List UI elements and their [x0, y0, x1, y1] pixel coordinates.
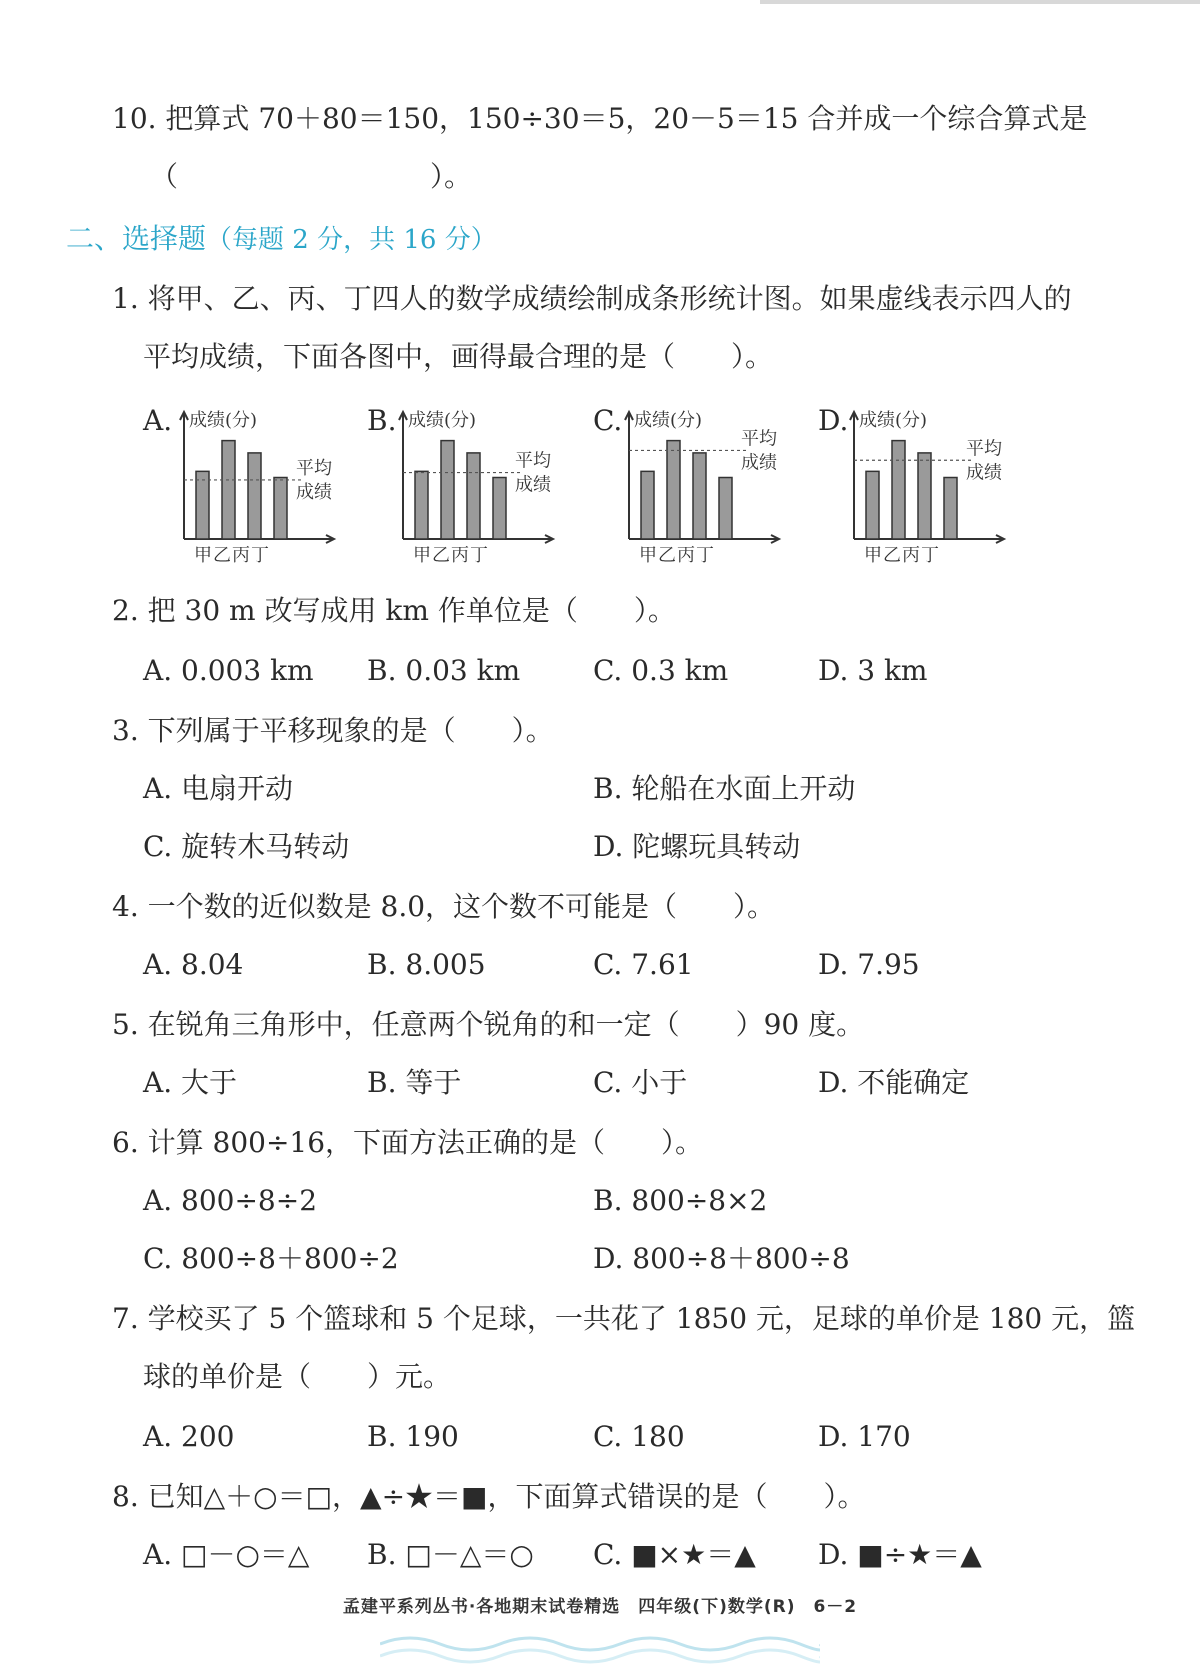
- bar-chart-c: [625, 404, 825, 564]
- average-label-line1: 平均: [296, 457, 332, 479]
- bar-chart-a: [180, 404, 380, 564]
- q2-option-b[interactable]: B. 0.03 km: [367, 654, 521, 687]
- q5-stem: 5. 在锐角三角形中，任意两个锐角的和一定（ ）90 度。: [112, 1008, 865, 1041]
- bar-chart-b: [399, 404, 599, 564]
- q7-option-c[interactable]: C. 180: [593, 1420, 685, 1453]
- page-edge: [760, 0, 1200, 4]
- q7-line2: 球的单价是（ ）元。: [143, 1360, 452, 1393]
- bar-乙: [892, 441, 905, 539]
- q5-option-d[interactable]: D. 不能确定: [818, 1066, 970, 1099]
- bar-丙: [248, 453, 261, 539]
- q8-option-c[interactable]: C. ■×★＝▲: [593, 1538, 756, 1571]
- q2-option-d[interactable]: D. 3 km: [818, 654, 928, 687]
- bar-丁: [493, 478, 506, 540]
- section-note: （每题 2 分，共 16 分）: [206, 225, 497, 255]
- q2-option-a[interactable]: A. 0.003 km: [143, 654, 314, 687]
- average-label-line2: 成绩: [296, 481, 332, 503]
- q7-line1: 7. 学校买了 5 个篮球和 5 个足球，一共花了 1850 元，足球的单价是 180 元，篮: [112, 1302, 1136, 1335]
- x-category-labels: 甲乙丙丁: [413, 545, 489, 566]
- q1-line1: 1. 将甲、乙、丙、丁四人的数学成绩绘制成条形统计图。如果虚线表示四人的: [112, 282, 1072, 315]
- q5-option-b[interactable]: B. 等于: [367, 1066, 462, 1099]
- section-title-text: 二、选择题: [66, 222, 207, 255]
- q3-option-d[interactable]: D. 陀螺玩具转动: [593, 830, 801, 863]
- bar-甲: [866, 471, 879, 539]
- q6-option-b[interactable]: B. 800÷8×2: [593, 1184, 768, 1217]
- bar-丁: [274, 478, 287, 540]
- bar-乙: [222, 441, 235, 539]
- x-category-labels: 甲乙丙丁: [194, 545, 270, 566]
- q4-option-c[interactable]: C. 7.61: [593, 948, 694, 981]
- q3-option-c[interactable]: C. 旋转木马转动: [143, 830, 350, 863]
- q4-option-a[interactable]: A. 8.04: [143, 948, 244, 981]
- footer-wave-decoration: [380, 1624, 820, 1666]
- q3-option-a[interactable]: A. 电扇开动: [143, 772, 294, 805]
- q4-option-d[interactable]: D. 7.95: [818, 948, 920, 981]
- chart-d-letter: D.: [818, 404, 849, 437]
- section-title: [66, 222, 497, 257]
- q6-stem: 6. 计算 800÷16，下面方法正确的是（ ）。: [112, 1126, 704, 1159]
- q3-stem: 3. 下列属于平移现象的是（ ）。: [112, 714, 554, 747]
- bar-丙: [918, 453, 931, 539]
- q8-option-b[interactable]: B. □－△＝○: [367, 1538, 534, 1571]
- q3-option-b[interactable]: B. 轮船在水面上开动: [593, 772, 856, 805]
- q8-option-a[interactable]: A. □－○＝△: [143, 1538, 310, 1571]
- q2-stem: 2. 把 30 m 改写成用 km 作单位是（ ）。: [112, 594, 676, 627]
- q7-option-b[interactable]: B. 190: [367, 1420, 459, 1453]
- bar-甲: [641, 471, 654, 539]
- chart-c-letter: C.: [593, 404, 623, 437]
- q8-option-d[interactable]: D. ■÷★＝▲: [818, 1538, 982, 1571]
- bar-chart-d: [850, 404, 1050, 564]
- q7-option-a[interactable]: A. 200: [143, 1420, 235, 1453]
- y-axis-label: 成绩(分): [634, 410, 703, 431]
- bar-丁: [719, 478, 732, 540]
- q6-option-c[interactable]: C. 800÷8＋800÷2: [143, 1242, 399, 1275]
- bar-丙: [467, 453, 480, 539]
- average-label-line2: 成绩: [741, 452, 777, 474]
- x-category-labels: 甲乙丙丁: [864, 545, 940, 566]
- average-label-line1: 平均: [741, 428, 777, 450]
- bar-丙: [693, 453, 706, 539]
- q2-option-c[interactable]: C. 0.3 km: [593, 654, 729, 687]
- chart-b-letter: B.: [367, 404, 397, 437]
- q6-option-d[interactable]: D. 800÷8＋800÷8: [593, 1242, 850, 1275]
- bar-乙: [441, 441, 454, 539]
- y-axis-label: 成绩(分): [408, 410, 477, 431]
- q8-stem: 8. 已知△＋○＝□，▲÷★＝■，下面算式错误的是（ ）。: [112, 1480, 866, 1513]
- bar-甲: [196, 471, 209, 539]
- bar-丁: [944, 478, 957, 540]
- page-footer: 孟建平系列丛书·各地期末试卷精选 四年级(下)数学(R) 6－2: [342, 1597, 858, 1617]
- q1-line2: 平均成绩，下面各图中，画得最合理的是（ ）。: [143, 340, 774, 373]
- chart-a-letter: A.: [143, 404, 173, 437]
- q6-option-a[interactable]: A. 800÷8÷2: [143, 1184, 318, 1217]
- bar-乙: [667, 441, 680, 539]
- average-label-line1: 平均: [966, 438, 1002, 460]
- bar-甲: [415, 471, 428, 539]
- q7-option-d[interactable]: D. 170: [818, 1420, 911, 1453]
- y-axis-label: 成绩(分): [859, 410, 928, 431]
- average-label-line2: 成绩: [966, 462, 1002, 484]
- x-category-labels: 甲乙丙丁: [639, 545, 715, 566]
- q5-option-a[interactable]: A. 大于: [143, 1066, 238, 1099]
- y-axis-label: 成绩(分): [189, 410, 258, 431]
- q5-option-c[interactable]: C. 小于: [593, 1066, 688, 1099]
- q10-line2: （ ）。: [150, 160, 473, 193]
- average-label-line2: 成绩: [515, 474, 551, 496]
- q4-option-b[interactable]: B. 8.005: [367, 948, 486, 981]
- q10-line1: 10. 把算式 70＋80＝150，150÷30＝5，20－5＝15 合并成一个综合算式是: [112, 102, 1088, 135]
- q4-stem: 4. 一个数的近似数是 8.0，这个数不可能是（ ）。: [112, 890, 776, 923]
- average-label-line1: 平均: [515, 450, 551, 472]
